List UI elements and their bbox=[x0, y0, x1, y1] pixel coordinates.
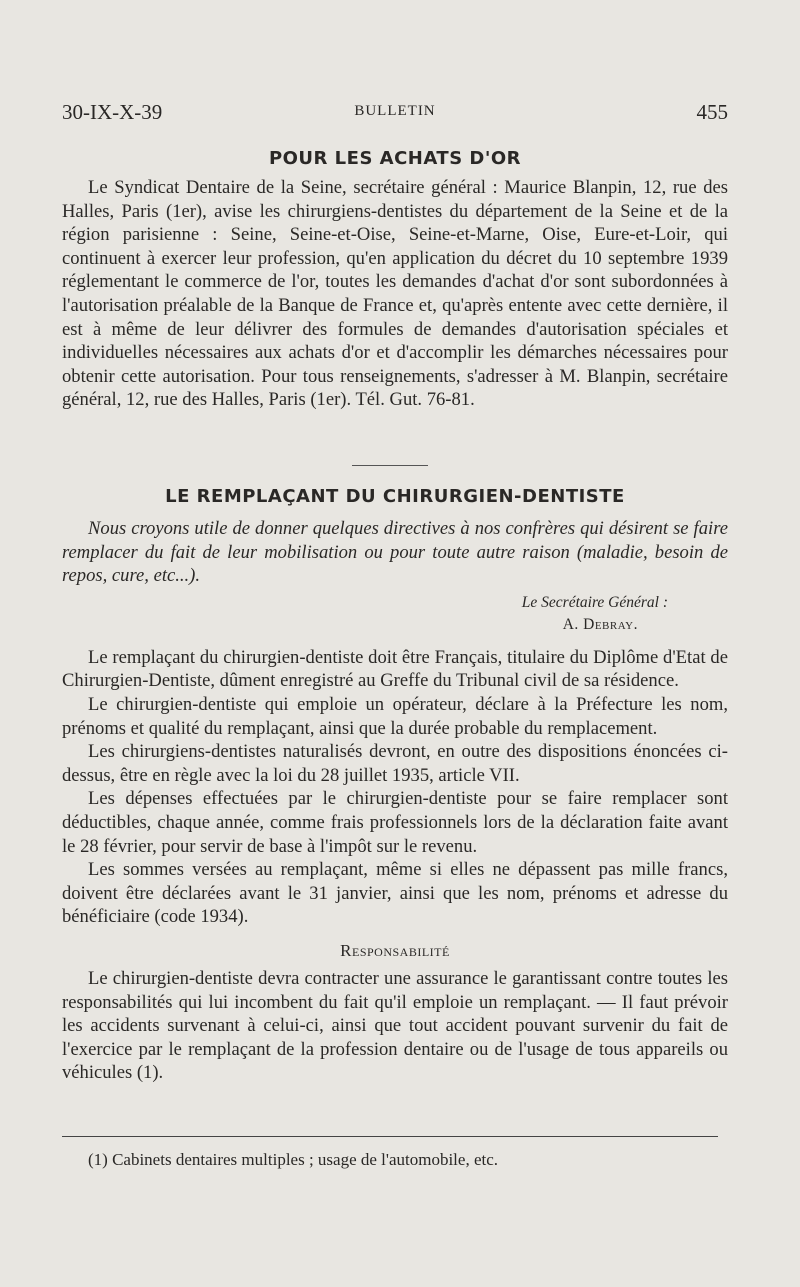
separator-rule bbox=[352, 465, 428, 466]
header-running-title: BULLETIN bbox=[354, 103, 436, 119]
paragraph: Les sommes versées au remplaçant, même si elles ne dépassent pas mille francs, doivent être déclarées avant le 31 janvier, ainsi que les nom, prénoms et adresse du bénéficiaire (code 1934). bbox=[62, 859, 728, 928]
section-body: Le chirurgien-dentiste devra contracter une assurance le garantissant contre toutes les responsabilités qui lui incombent du fait qu'il emploie un remplaçant. — Il faut prévoir les accidents survenant à celui-ci, ainsi que tout accident pouvant survenir du fait de l'exercice par le remplaçant de la profession dentaire ou de l'usage de tous appareils ou véhicules (1). bbox=[62, 967, 728, 1084]
article-replacement bbox=[62, 486, 728, 1085]
article-title: POUR LES ACHATS D'OR bbox=[268, 148, 522, 169]
header-date: 30-IX-X-39 bbox=[62, 100, 163, 124]
section-heading: Responsabilité bbox=[340, 940, 450, 960]
paragraph: Le chirurgien-dentiste qui emploie un opérateur, déclare à la Préfecture les nom, prénoms et qualité du remplaçant, ainsi que la durée probable du remplacement. bbox=[62, 693, 728, 739]
page-number: 455 bbox=[696, 100, 728, 124]
footnote-rule bbox=[62, 1136, 718, 1137]
paragraph: Les dépenses effectuées par le chirurgien-dentiste pour se faire remplacer sont déductibles, chaque année, comme frais professionnels lors de la déclaration faite avant le 28 février, pour servir de base à l'impôt sur le revenu. bbox=[62, 788, 728, 857]
footnote: (1) Cabinets dentaires multiples ; usage de l'automobile, etc. bbox=[88, 1150, 499, 1169]
signature bbox=[62, 592, 728, 636]
paragraph: Le remplaçant du chirurgien-dentiste doit être Français, titulaire du Diplôme d'Etat de Chirurgien-Dentiste, dûment enregistré au Greffe du Tribunal civil de sa résidence. bbox=[62, 646, 728, 692]
article-paragraphs bbox=[62, 646, 728, 929]
article-title: LE REMPLAÇANT DU CHIRURGIEN-DENTISTE bbox=[165, 486, 625, 507]
paragraph: Les chirurgiens-dentistes naturalisés devront, en outre des dispositions énoncées ci-dessus, être en règle avec la loi du 28 juillet 1935, article VII. bbox=[62, 741, 728, 786]
signature-name: A. Debray. bbox=[562, 615, 638, 633]
article-gold-purchases bbox=[62, 148, 728, 412]
signature-role: Le Secrétaire Général : bbox=[521, 593, 668, 611]
running-header bbox=[62, 100, 728, 132]
article-body: Le Syndicat Dentaire de la Seine, secrétaire général : Maurice Blanpin, 12, rue des Halles, Paris (1er), avise les chirurgiens-dentistes du département de la Seine et de la région parisienne : Seine, Seine-et-Oise, Seine-et-Marne, Oise, Eure-et-Loir, qui continuent à exercer leur profession, qu'en application du décret du 10 septembre 1939 réglementant le commerce de l'or, toutes les demandes d'achat d'or sont subordonnées à l'autorisation préalable de la Banque de France et, qu'après entente avec cette dernière, il est à même de leur délivrer des formules de demandes d'autorisation spéciales et individuelles nécessaires aux achats d'or et d'accomplir les démarches nécessaires pour obtenir cette autorisation. Pour tous renseignements, s'adresser à M. Blanpin, secrétaire général, 12, rue des Halles, Paris (1er). Tél. Gut. 76-81. bbox=[62, 177, 728, 411]
article-intro: Nous croyons utile de donner quelques directives à nos confrères qui désirent se faire remplacer du fait de leur mobilisation ou pour toute autre raison (maladie, besoin de repos, cure, etc...). bbox=[62, 518, 728, 587]
